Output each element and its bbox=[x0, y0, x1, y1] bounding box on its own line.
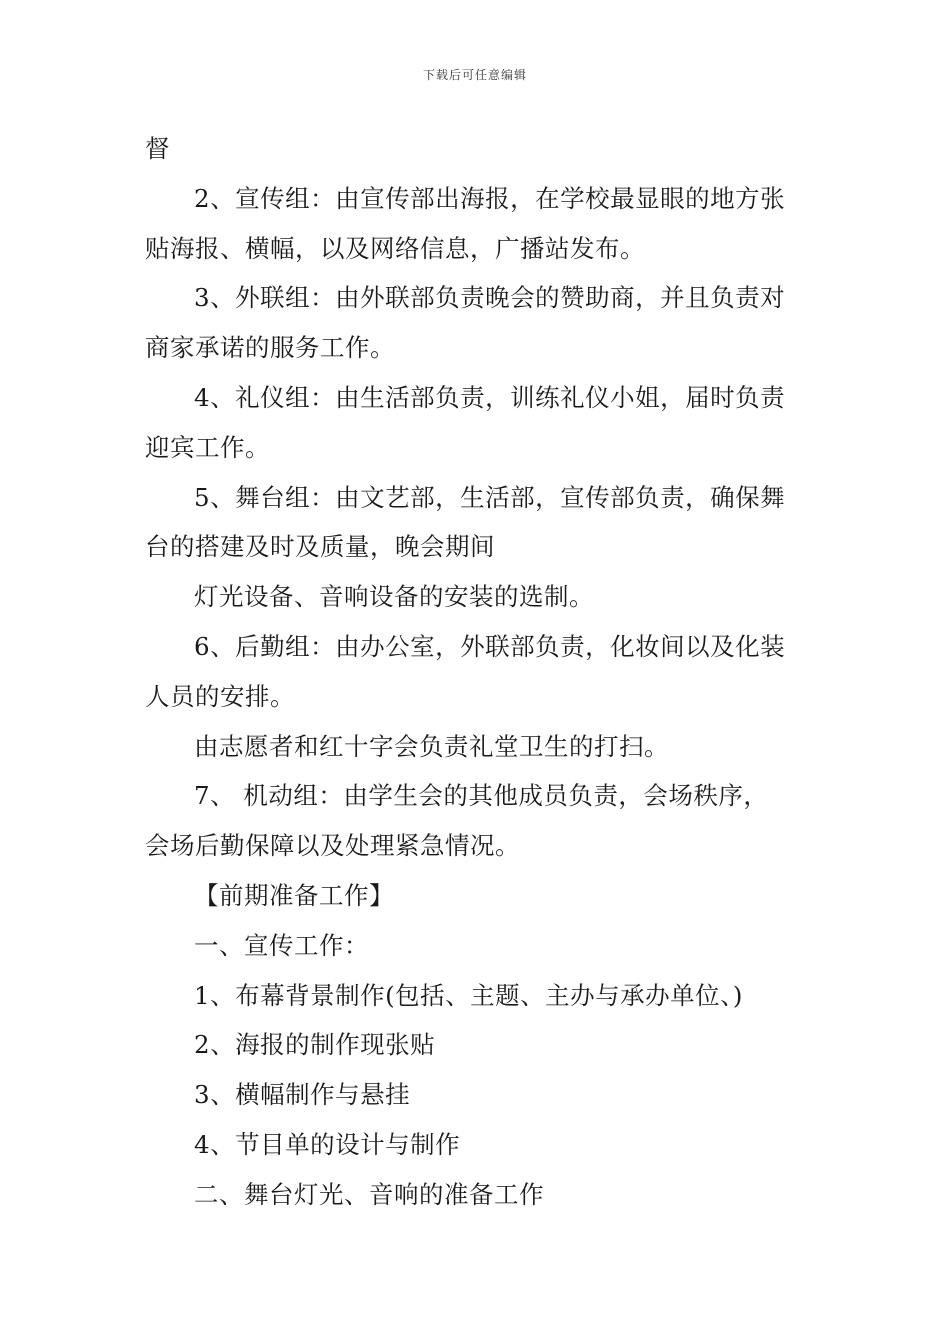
text-line: 会场后勤保障以及处理紧急情况。 bbox=[145, 831, 520, 861]
text-line: 2、宣传组：由宣传部出海报，在学校最显眼的地方张 bbox=[194, 183, 786, 213]
text-line: 7、 机动组：由学生会的其他成员负责，会场秩序， bbox=[194, 781, 769, 811]
text-line: 台的搭建及时及质量，晚会期间 bbox=[145, 532, 495, 562]
list-item: 3、横幅制作与悬挂 bbox=[194, 1080, 411, 1110]
text-line: 6、后勤组：由办公室，外联部负责，化妆间以及化装 bbox=[194, 631, 786, 661]
text-line: 由志愿者和红十字会负责礼堂卫生的打扫。 bbox=[194, 731, 669, 761]
text-line: 商家承诺的服务工作。 bbox=[145, 333, 395, 363]
text-line: 4、礼仪组：由生活部负责，训练礼仪小姐，届时负责 bbox=[194, 382, 786, 412]
subsection-heading: 二、舞台灯光、音响的准备工作 bbox=[194, 1179, 544, 1209]
list-item: 1、布幕背景制作(包括、主题、主办与承办单位、) bbox=[194, 980, 743, 1010]
subsection-heading: 一、宣传工作： bbox=[194, 930, 369, 960]
text-line: 人员的安排。 bbox=[145, 681, 295, 711]
text-line: 迎宾工作。 bbox=[145, 432, 270, 462]
text-line: 督 bbox=[145, 134, 170, 163]
text-line: 贴海报、横幅，以及网络信息，广播站发布。 bbox=[145, 233, 645, 263]
text-line: 3、外联组：由外联部负责晚会的赞助商，并且负责对 bbox=[194, 283, 786, 313]
text-line: 5、舞台组：由文艺部，生活部，宣传部负责，确保舞 bbox=[194, 482, 786, 512]
section-heading: 【前期准备工作】 bbox=[194, 880, 394, 910]
text-line: 灯光设备、音响设备的安装的选制。 bbox=[194, 582, 594, 612]
list-item: 2、海报的制作现张贴 bbox=[194, 1030, 436, 1060]
document-body bbox=[145, 124, 815, 1220]
page-header: 下载后可任意编辑 bbox=[422, 68, 527, 82]
list-item: 4、节目单的设计与制作 bbox=[194, 1129, 461, 1159]
